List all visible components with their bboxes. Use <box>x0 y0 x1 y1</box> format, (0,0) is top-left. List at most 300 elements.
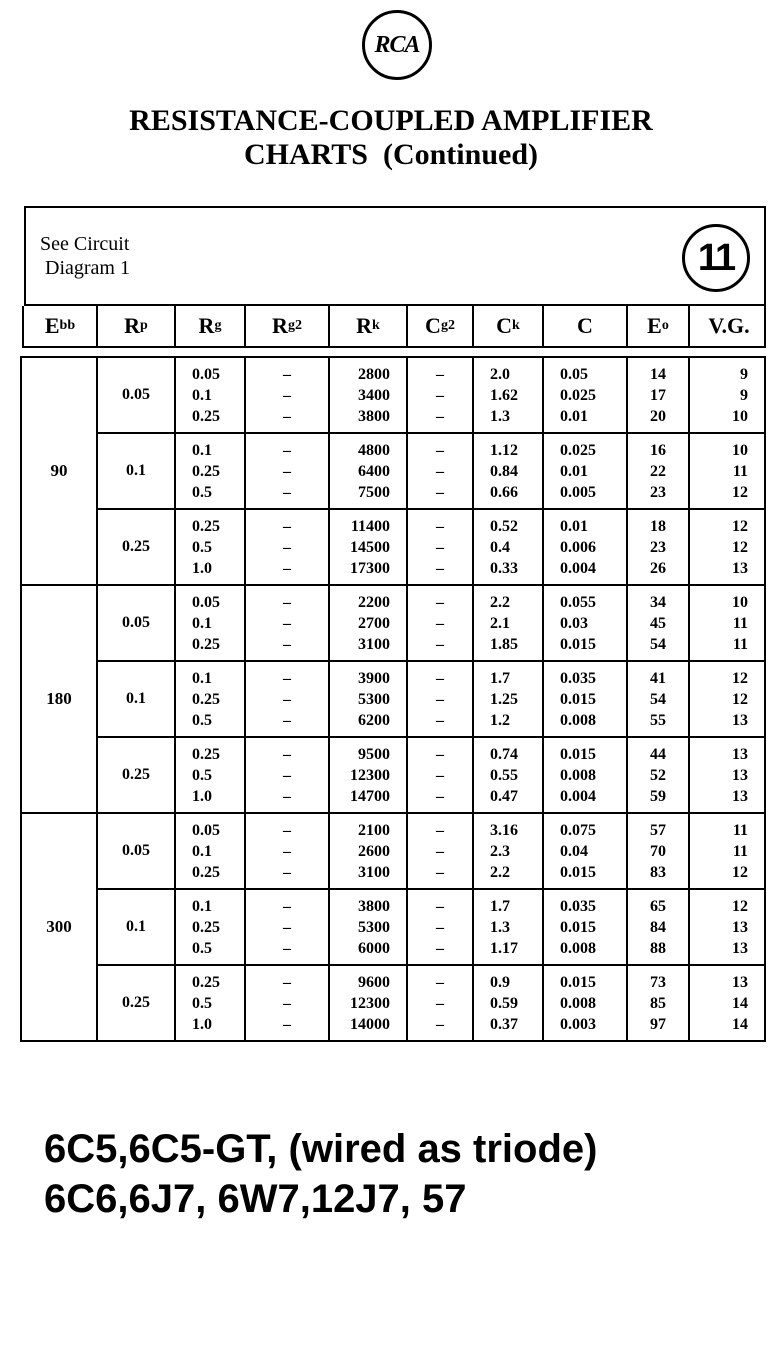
column-header-sub: g2 <box>440 318 455 333</box>
rk-value: 2200 <box>358 593 390 611</box>
rk-value: 3400 <box>358 386 390 404</box>
eo-value: 20 <box>650 407 666 425</box>
eo-cell <box>627 813 689 889</box>
eo-value: 45 <box>650 614 666 632</box>
eo-cell <box>627 889 689 965</box>
rg2-value: – <box>283 365 291 383</box>
ck-value: 0.66 <box>490 483 518 501</box>
rk-value: 14700 <box>350 787 390 805</box>
rk-value: 6400 <box>358 462 390 480</box>
rp-cell: 0.25 <box>97 509 175 585</box>
c-value: 0.035 <box>560 897 596 915</box>
rg-value: 1.0 <box>192 787 212 805</box>
rg2-cell <box>245 509 329 585</box>
c-value: 0.03 <box>560 614 588 632</box>
rg-cell <box>175 585 245 661</box>
column-header <box>544 306 628 346</box>
rg-value: 0.1 <box>192 842 212 860</box>
vg-cell <box>689 965 765 1041</box>
eo-value: 73 <box>650 973 666 991</box>
rk-value: 6200 <box>358 711 390 729</box>
ck-value: 0.47 <box>490 787 518 805</box>
column-header-main: R <box>124 313 141 338</box>
cg2-value: – <box>436 939 444 957</box>
tube-types-line1: 6C5,6C5-GT, (wired as triode) <box>44 1127 598 1171</box>
rg2-value: – <box>283 441 291 459</box>
eo-value: 44 <box>650 745 666 763</box>
ck-value: 2.0 <box>490 365 510 383</box>
c-cell <box>543 585 627 661</box>
vg-cell <box>689 737 765 813</box>
rk-value: 5300 <box>358 918 390 936</box>
cg2-value: – <box>436 407 444 425</box>
table-row <box>21 357 765 433</box>
rk-value: 6000 <box>358 939 390 957</box>
rp-cell: 0.25 <box>97 965 175 1041</box>
rg2-cell <box>245 965 329 1041</box>
c-value: 0.04 <box>560 842 588 860</box>
rk-cell <box>329 509 407 585</box>
eo-cell <box>627 661 689 737</box>
rk-value: 3800 <box>358 407 390 425</box>
rk-value: 14000 <box>350 1015 390 1033</box>
cg2-cell <box>407 585 473 661</box>
c-cell <box>543 433 627 509</box>
cg2-value: – <box>436 1015 444 1033</box>
cg2-value: – <box>436 973 444 991</box>
rk-value: 5300 <box>358 690 390 708</box>
column-header <box>330 306 408 346</box>
ck-value: 1.3 <box>490 918 510 936</box>
rg-value: 0.1 <box>192 386 212 404</box>
rg-value: 0.25 <box>192 517 220 535</box>
c-cell <box>543 509 627 585</box>
c-value: 0.01 <box>560 517 588 535</box>
cg2-value: – <box>436 483 444 501</box>
rca-logo-text: RCA <box>374 31 420 58</box>
cg2-value: – <box>436 863 444 881</box>
eo-cell <box>627 509 689 585</box>
page-title-line1: RESISTANCE-COUPLED AMPLIFIER <box>129 104 653 137</box>
c-value: 0.015 <box>560 635 596 653</box>
rg-value: 0.5 <box>192 766 212 784</box>
vg-value: 12 <box>732 897 748 915</box>
c-cell <box>543 661 627 737</box>
vg-cell <box>689 661 765 737</box>
rk-value: 12300 <box>350 766 390 784</box>
eo-value: 85 <box>650 994 666 1012</box>
vg-cell <box>689 509 765 585</box>
rk-cell <box>329 357 407 433</box>
rk-value: 7500 <box>358 483 390 501</box>
table-row <box>21 889 765 965</box>
rg-value: 0.25 <box>192 690 220 708</box>
cg2-value: – <box>436 462 444 480</box>
rk-value: 3800 <box>358 897 390 915</box>
eo-cell <box>627 965 689 1041</box>
cg2-cell <box>407 661 473 737</box>
column-header-sub: bb <box>59 318 76 333</box>
ck-value: 1.62 <box>490 386 518 404</box>
rg-value: 0.1 <box>192 441 212 459</box>
rg2-value: – <box>283 994 291 1012</box>
rg-value: 0.25 <box>192 863 220 881</box>
column-header-sub: p <box>140 318 148 333</box>
rg-value: 0.5 <box>192 483 212 501</box>
eo-value: 65 <box>650 897 666 915</box>
ck-value: 0.9 <box>490 973 510 991</box>
vg-value: 10 <box>732 441 748 459</box>
rg2-value: – <box>283 690 291 708</box>
c-value: 0.008 <box>560 994 596 1012</box>
rg2-value: – <box>283 614 291 632</box>
rg-cell <box>175 737 245 813</box>
eo-value: 23 <box>650 538 666 556</box>
ck-value: 0.37 <box>490 1015 518 1033</box>
rg2-value: – <box>283 483 291 501</box>
eo-value: 54 <box>650 690 666 708</box>
vg-value: 13 <box>732 711 748 729</box>
vg-value: 13 <box>732 787 748 805</box>
rg2-value: – <box>283 1015 291 1033</box>
ck-cell <box>473 433 543 509</box>
vg-value: 11 <box>732 462 748 480</box>
rk-value: 9600 <box>358 973 390 991</box>
column-header-main: E <box>44 313 60 338</box>
c-value: 0.004 <box>560 787 596 805</box>
rg-value: 0.05 <box>192 365 220 383</box>
rk-value: 3100 <box>358 635 390 653</box>
eo-cell <box>627 357 689 433</box>
column-header-main: R <box>356 313 373 338</box>
cg2-value: – <box>436 766 444 784</box>
cg2-value: – <box>436 559 444 577</box>
column-header-main: C <box>425 313 441 338</box>
vg-value: 9 <box>740 365 748 383</box>
rg2-value: – <box>283 462 291 480</box>
rp-cell: 0.25 <box>97 737 175 813</box>
rk-value: 2100 <box>358 821 390 839</box>
column-header <box>98 306 176 346</box>
ck-value: 1.7 <box>490 897 510 915</box>
ck-value: 2.1 <box>490 614 510 632</box>
rg2-value: – <box>283 745 291 763</box>
page-title-line2: CHARTS (Continued) <box>244 138 538 171</box>
vg-value: 12 <box>732 690 748 708</box>
c-value: 0.015 <box>560 745 596 763</box>
cg2-value: – <box>436 517 444 535</box>
vg-value: 13 <box>732 745 748 763</box>
c-value: 0.003 <box>560 1015 596 1033</box>
rg-value: 0.25 <box>192 918 220 936</box>
cg2-cell <box>407 965 473 1041</box>
c-value: 0.025 <box>560 441 596 459</box>
ck-value: 0.84 <box>490 462 518 480</box>
rg-value: 0.1 <box>192 669 212 687</box>
rg2-value: – <box>283 538 291 556</box>
rg2-cell <box>245 889 329 965</box>
ck-value: 1.7 <box>490 669 510 687</box>
ck-value: 2.2 <box>490 863 510 881</box>
rg2-cell <box>245 737 329 813</box>
c-cell <box>543 889 627 965</box>
rk-cell <box>329 585 407 661</box>
circuit-reference-line1: See Circuit <box>40 233 130 255</box>
rk-value: 4800 <box>358 441 390 459</box>
rg2-value: – <box>283 939 291 957</box>
rk-value: 3900 <box>358 669 390 687</box>
vg-value: 12 <box>732 669 748 687</box>
cg2-value: – <box>436 690 444 708</box>
rg-value: 0.1 <box>192 614 212 632</box>
eo-value: 23 <box>650 483 666 501</box>
table-header-row <box>22 306 766 348</box>
rg2-value: – <box>283 635 291 653</box>
c-cell <box>543 813 627 889</box>
eo-cell <box>627 433 689 509</box>
column-header-main: V.G. <box>708 313 750 338</box>
rk-value: 2600 <box>358 842 390 860</box>
cg2-value: – <box>436 538 444 556</box>
rg2-value: – <box>283 669 291 687</box>
rg2-cell <box>245 585 329 661</box>
c-value: 0.004 <box>560 559 596 577</box>
rg2-cell <box>245 357 329 433</box>
eo-value: 59 <box>650 787 666 805</box>
table-row <box>21 585 765 661</box>
rk-cell <box>329 737 407 813</box>
eo-value: 41 <box>650 669 666 687</box>
vg-cell <box>689 433 765 509</box>
column-header-sub: g2 <box>287 318 302 333</box>
page-title <box>0 104 782 172</box>
rp-cell: 0.05 <box>97 813 175 889</box>
ck-cell <box>473 965 543 1041</box>
cg2-value: – <box>436 842 444 860</box>
circuit-reference-line2: Diagram 1 <box>40 257 130 279</box>
vg-value: 13 <box>732 559 748 577</box>
ck-value: 2.2 <box>490 593 510 611</box>
c-value: 0.01 <box>560 407 588 425</box>
rk-cell <box>329 813 407 889</box>
column-header-main: R <box>272 313 288 338</box>
cg2-value: – <box>436 897 444 915</box>
table-row <box>21 737 765 813</box>
circuit-reference-text <box>40 232 130 280</box>
vg-cell <box>689 585 765 661</box>
rg-value: 0.5 <box>192 711 212 729</box>
eo-value: 18 <box>650 517 666 535</box>
rg2-value: – <box>283 897 291 915</box>
rk-value: 17300 <box>350 559 390 577</box>
vg-value: 13 <box>732 918 748 936</box>
rg-cell <box>175 965 245 1041</box>
c-value: 0.025 <box>560 386 596 404</box>
column-header <box>176 306 246 346</box>
column-header-sub: o <box>661 318 669 333</box>
tube-types <box>44 1124 597 1224</box>
c-value: 0.008 <box>560 711 596 729</box>
eo-value: 97 <box>650 1015 666 1033</box>
table-row <box>21 433 765 509</box>
eo-value: 55 <box>650 711 666 729</box>
ck-value: 2.3 <box>490 842 510 860</box>
circuit-reference-box <box>24 206 766 306</box>
table-row <box>21 661 765 737</box>
rg-value: 0.5 <box>192 994 212 1012</box>
rg2-cell <box>245 433 329 509</box>
eo-value: 52 <box>650 766 666 784</box>
ck-value: 1.85 <box>490 635 518 653</box>
ck-cell <box>473 889 543 965</box>
vg-value: 11 <box>732 842 748 860</box>
rg2-value: – <box>283 863 291 881</box>
vg-cell <box>689 889 765 965</box>
cg2-value: – <box>436 994 444 1012</box>
ck-value: 0.52 <box>490 517 518 535</box>
rg-cell <box>175 509 245 585</box>
rg2-value: – <box>283 842 291 860</box>
c-value: 0.008 <box>560 939 596 957</box>
vg-value: 9 <box>740 386 748 404</box>
amplifier-data-table <box>20 356 766 1042</box>
eo-value: 16 <box>650 441 666 459</box>
c-value: 0.015 <box>560 973 596 991</box>
table-row <box>21 509 765 585</box>
ck-value: 0.74 <box>490 745 518 763</box>
rg2-value: – <box>283 821 291 839</box>
cg2-value: – <box>436 745 444 763</box>
rk-cell <box>329 965 407 1041</box>
rk-value: 14500 <box>350 538 390 556</box>
c-value: 0.015 <box>560 690 596 708</box>
vg-value: 14 <box>732 1015 748 1033</box>
ck-cell <box>473 737 543 813</box>
rg-cell <box>175 813 245 889</box>
rg2-value: – <box>283 593 291 611</box>
rg-value: 0.5 <box>192 538 212 556</box>
rg-value: 1.0 <box>192 559 212 577</box>
rg2-value: – <box>283 918 291 936</box>
c-value: 0.005 <box>560 483 596 501</box>
rg2-value: – <box>283 517 291 535</box>
c-value: 0.01 <box>560 462 588 480</box>
chart-number-badge: 11 <box>682 224 750 292</box>
column-header-sub: k <box>372 318 380 333</box>
ck-value: 1.12 <box>490 441 518 459</box>
rp-cell: 0.1 <box>97 433 175 509</box>
eo-value: 83 <box>650 863 666 881</box>
cg2-value: – <box>436 614 444 632</box>
ck-value: 1.2 <box>490 711 510 729</box>
ebb-cell: 90 <box>21 357 97 585</box>
column-header <box>628 306 690 346</box>
column-header-sub: g <box>214 318 222 333</box>
cg2-cell <box>407 737 473 813</box>
rg2-value: – <box>283 711 291 729</box>
cg2-value: – <box>436 593 444 611</box>
ck-value: 0.4 <box>490 538 510 556</box>
eo-cell <box>627 585 689 661</box>
rp-cell: 0.1 <box>97 889 175 965</box>
c-cell <box>543 357 627 433</box>
cg2-cell <box>407 889 473 965</box>
vg-value: 12 <box>732 517 748 535</box>
cg2-cell <box>407 357 473 433</box>
cg2-cell <box>407 509 473 585</box>
rg2-value: – <box>283 559 291 577</box>
rg-value: 0.25 <box>192 635 220 653</box>
c-value: 0.006 <box>560 538 596 556</box>
rp-cell: 0.1 <box>97 661 175 737</box>
rk-cell <box>329 433 407 509</box>
cg2-value: – <box>436 711 444 729</box>
cg2-value: – <box>436 821 444 839</box>
c-value: 0.008 <box>560 766 596 784</box>
rg-value: 0.25 <box>192 973 220 991</box>
cg2-value: – <box>436 365 444 383</box>
ck-value: 0.59 <box>490 994 518 1012</box>
ck-value: 1.3 <box>490 407 510 425</box>
rg2-cell <box>245 813 329 889</box>
column-header-main: R <box>198 313 215 338</box>
eo-cell <box>627 737 689 813</box>
rg-cell <box>175 357 245 433</box>
c-value: 0.035 <box>560 669 596 687</box>
tube-types-line2: 6C6,6J7, 6W7,12J7, 57 <box>44 1177 467 1221</box>
rg2-value: – <box>283 787 291 805</box>
eo-value: 57 <box>650 821 666 839</box>
vg-cell <box>689 813 765 889</box>
rk-value: 9500 <box>358 745 390 763</box>
eo-value: 54 <box>650 635 666 653</box>
rg-value: 0.25 <box>192 462 220 480</box>
cg2-cell <box>407 813 473 889</box>
rg-value: 0.05 <box>192 593 220 611</box>
rk-value: 2700 <box>358 614 390 632</box>
ck-cell <box>473 357 543 433</box>
vg-value: 13 <box>732 939 748 957</box>
eo-value: 14 <box>650 365 666 383</box>
c-value: 0.015 <box>560 863 596 881</box>
rp-cell: 0.05 <box>97 585 175 661</box>
column-header <box>690 306 768 346</box>
c-value: 0.075 <box>560 821 596 839</box>
ck-value: 0.55 <box>490 766 518 784</box>
vg-value: 13 <box>732 973 748 991</box>
rk-cell <box>329 661 407 737</box>
table-row <box>21 813 765 889</box>
eo-value: 22 <box>650 462 666 480</box>
rg2-value: – <box>283 407 291 425</box>
rk-value: 3100 <box>358 863 390 881</box>
vg-value: 11 <box>732 821 748 839</box>
column-header-sub: k <box>512 318 520 333</box>
eo-value: 88 <box>650 939 666 957</box>
ck-cell <box>473 813 543 889</box>
cg2-value: – <box>436 635 444 653</box>
cg2-value: – <box>436 441 444 459</box>
eo-value: 70 <box>650 842 666 860</box>
rk-value: 2800 <box>358 365 390 383</box>
cg2-cell <box>407 433 473 509</box>
ebb-cell: 180 <box>21 585 97 813</box>
c-value: 0.015 <box>560 918 596 936</box>
rg-value: 1.0 <box>192 1015 212 1033</box>
rg-value: 0.25 <box>192 745 220 763</box>
vg-value: 11 <box>732 635 748 653</box>
rg-cell <box>175 433 245 509</box>
